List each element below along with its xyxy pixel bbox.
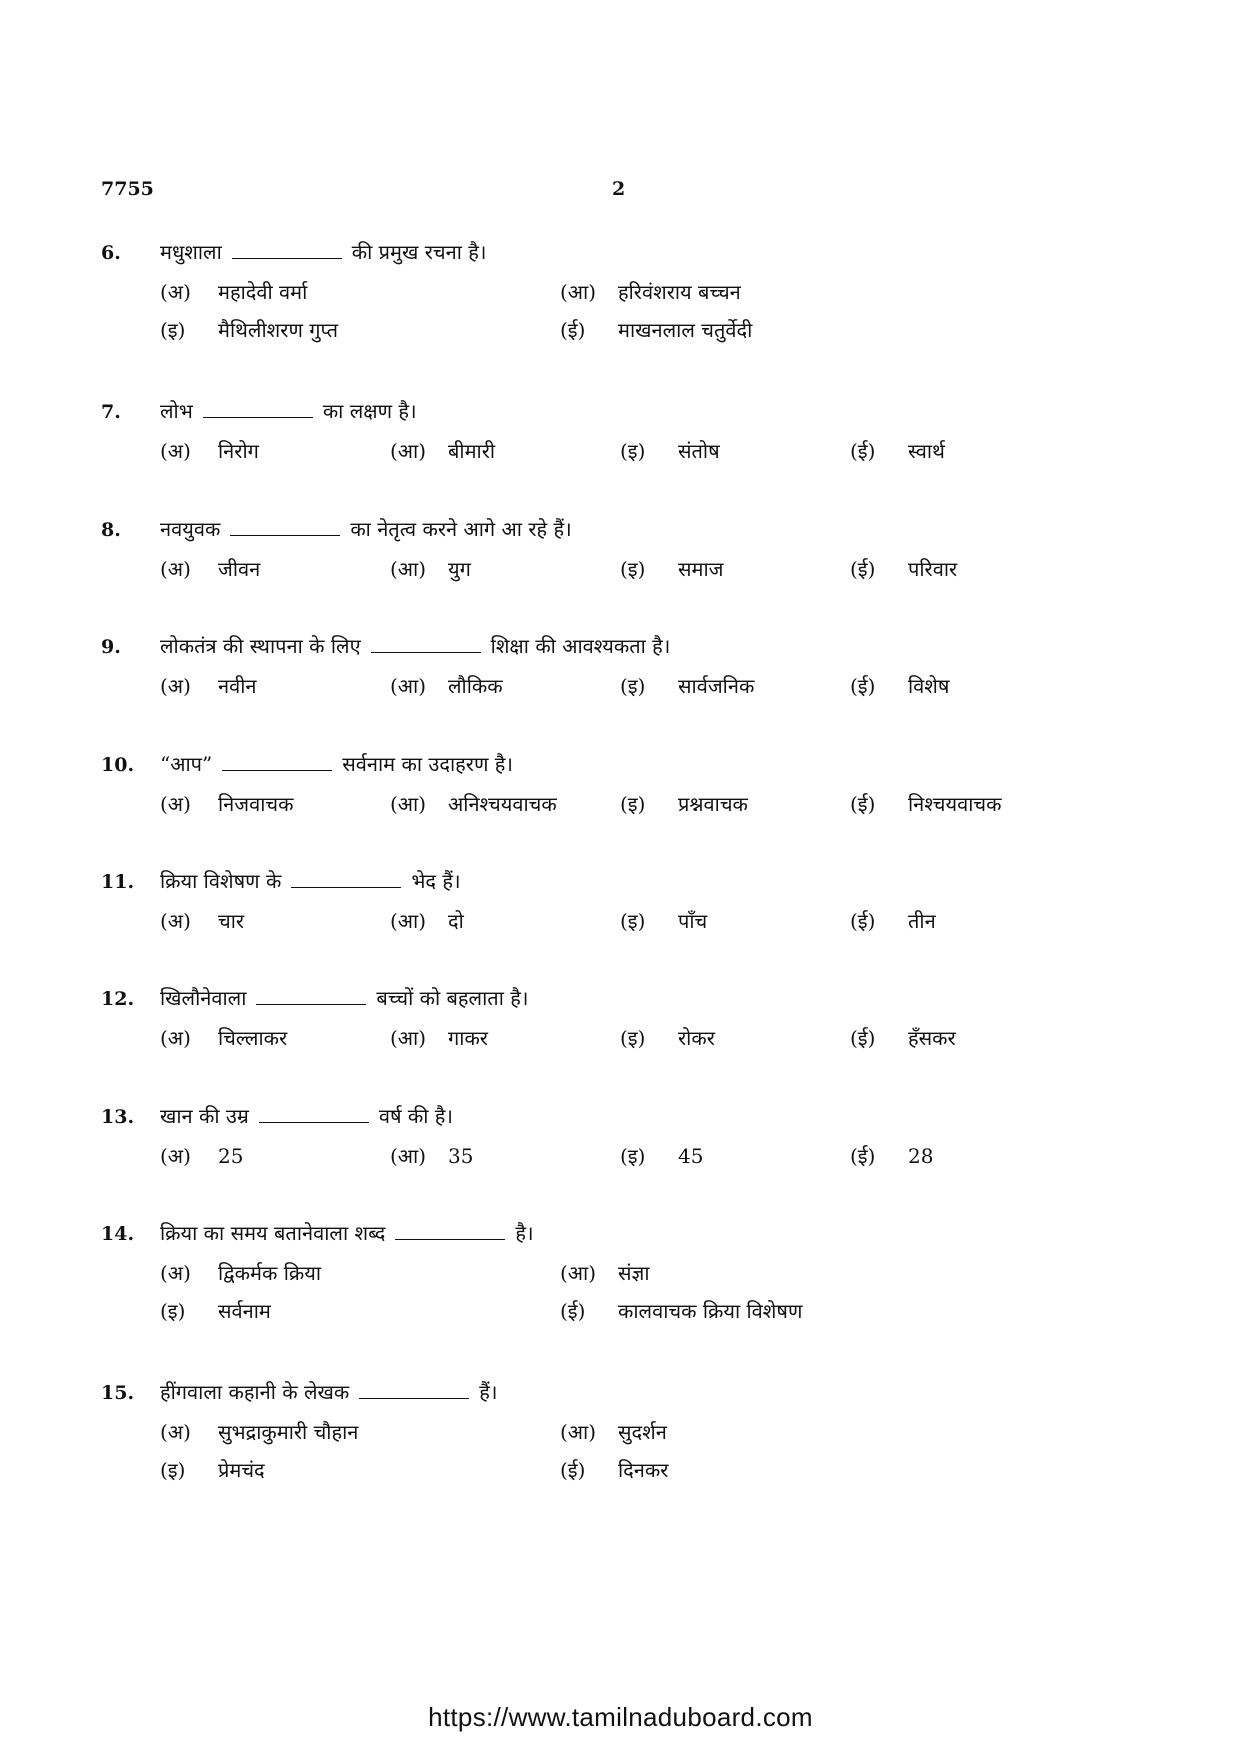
question-number: 10. (101, 754, 135, 776)
answer-blank (359, 1384, 469, 1399)
option-aa: (आ) लौकिक (390, 674, 503, 698)
question-number: 13. (101, 1106, 135, 1128)
answer-blank (203, 403, 313, 418)
option-ii: (ई) परिवार (850, 557, 958, 581)
option-aa: (आ) सुदर्शन (560, 1420, 667, 1444)
option-ii: (ई) स्वार्थ (850, 439, 945, 463)
question-stem-pre: खान की उम्र (160, 1104, 249, 1128)
question-stem-post: हैं। (479, 1380, 498, 1404)
option-ii: (ई) कालवाचक क्रिया विशेषण (560, 1299, 803, 1323)
answer-blank (371, 638, 481, 653)
question-stem-pre: हींगवाला कहानी के लेखक (160, 1380, 350, 1404)
question-stem-post: सर्वनाम का उदाहरण है। (342, 752, 513, 776)
option-ii: (ई) तीन (850, 909, 936, 933)
option-i: (इ) सर्वनाम (160, 1299, 271, 1323)
option-a: (अ) नवीन (160, 674, 257, 698)
page-number: 2 (612, 178, 626, 200)
option-i: (इ) रोकर (620, 1026, 715, 1050)
option-i: (इ) पाँच (620, 909, 708, 933)
answer-blank (395, 1225, 505, 1240)
option-a: (अ) सुभद्राकुमारी चौहान (160, 1420, 359, 1444)
option-a: (अ) चार (160, 909, 245, 933)
question-number: 14. (101, 1223, 135, 1245)
question-stem-pre: “आप” (160, 752, 213, 776)
answer-blank (222, 756, 332, 771)
option-i: (इ) प्रेमचंद (160, 1458, 265, 1482)
option-a: (अ) जीवन (160, 557, 261, 581)
question-6 (101, 238, 1141, 343)
question-15 (101, 1378, 1141, 1483)
option-aa: (आ) संज्ञा (560, 1261, 650, 1285)
option-ii: (ई) दिनकर (560, 1458, 669, 1482)
question-stem-pre: क्रिया का समय बतानेवाला शब्द (160, 1221, 386, 1245)
footer-url[interactable]: https://www.tamilnaduboard.com (428, 1702, 813, 1732)
question-stem-pre: क्रिया विशेषण के (160, 869, 282, 893)
answer-blank (232, 244, 342, 259)
option-i: (इ) सार्वजनिक (620, 674, 755, 698)
question-stem-post: का नेतृत्व करने आगे आ रहे हैं। (350, 517, 572, 541)
answer-blank (230, 521, 340, 536)
question-7 (101, 397, 1141, 464)
option-i: (इ) समाज (620, 557, 724, 581)
option-aa: (आ) युग (390, 557, 471, 581)
option-a: (अ) चिल्लाकर (160, 1026, 288, 1050)
answer-blank (256, 990, 366, 1005)
question-number: 15. (101, 1382, 135, 1404)
question-11 (101, 867, 1141, 934)
option-ii: (ई) 28 (850, 1144, 934, 1168)
option-a: (अ) 25 (160, 1144, 244, 1168)
answer-blank (259, 1108, 369, 1123)
question-number: 12. (101, 988, 135, 1010)
question-stem-post: का लक्षण है। (322, 399, 417, 423)
question-stem-post: वर्ष की है। (378, 1104, 453, 1128)
question-14 (101, 1219, 1141, 1324)
question-stem-pre: खिलौनेवाला (160, 986, 247, 1010)
option-ii: (ई) निश्चयवाचक (850, 792, 1002, 816)
question-number: 9. (101, 636, 121, 658)
option-i: (इ) 45 (620, 1144, 704, 1168)
question-stem-post: की प्रमुख रचना है। (351, 240, 487, 264)
question-stem-post: भेद हैं। (411, 869, 461, 893)
option-ii: (ई) हँसकर (850, 1026, 956, 1050)
question-13 (101, 1102, 1141, 1169)
question-stem-pre: लोभ (160, 399, 193, 423)
question-12 (101, 984, 1141, 1051)
question-number: 8. (101, 519, 121, 541)
question-10 (101, 750, 1141, 817)
option-aa: (आ) हरिवंशराय बच्चन (560, 280, 741, 304)
option-aa: (आ) अनिश्चयवाचक (390, 792, 557, 816)
answer-blank (291, 873, 401, 888)
option-ii: (ई) माखनलाल चतुर्वेदी (560, 318, 753, 342)
option-a: (अ) द्विकर्मक क्रिया (160, 1261, 322, 1285)
option-aa: (आ) दो (390, 909, 464, 933)
question-stem-pre: लोकतंत्र की स्थापना के लिए (160, 634, 361, 658)
question-stem-pre: नवयुवक (160, 517, 221, 541)
option-a: (अ) निरोग (160, 439, 259, 463)
option-a: (अ) महादेवी वर्मा (160, 280, 308, 304)
option-i: (इ) मैथिलीशरण गुप्त (160, 318, 339, 342)
option-i: (इ) संतोष (620, 439, 720, 463)
question-8 (101, 515, 1141, 582)
question-stem-post: है। (515, 1221, 534, 1245)
option-a: (अ) निजवाचक (160, 792, 294, 816)
paper-code: 7755 (101, 178, 154, 200)
option-aa: (आ) 35 (390, 1144, 474, 1168)
question-number: 11. (101, 871, 135, 893)
question-number: 6. (101, 242, 121, 264)
question-stem-post: शिक्षा की आवश्यकता है। (490, 634, 671, 658)
option-i: (इ) प्रश्नवाचक (620, 792, 748, 816)
question-stem-pre: मधुशाला (160, 240, 222, 264)
option-ii: (ई) विशेष (850, 674, 950, 698)
question-stem-post: बच्चों को बहलाता है। (376, 986, 529, 1010)
option-aa: (आ) गाकर (390, 1026, 488, 1050)
question-number: 7. (101, 401, 121, 423)
option-aa: (आ) बीमारी (390, 439, 496, 463)
question-9 (101, 632, 1141, 699)
